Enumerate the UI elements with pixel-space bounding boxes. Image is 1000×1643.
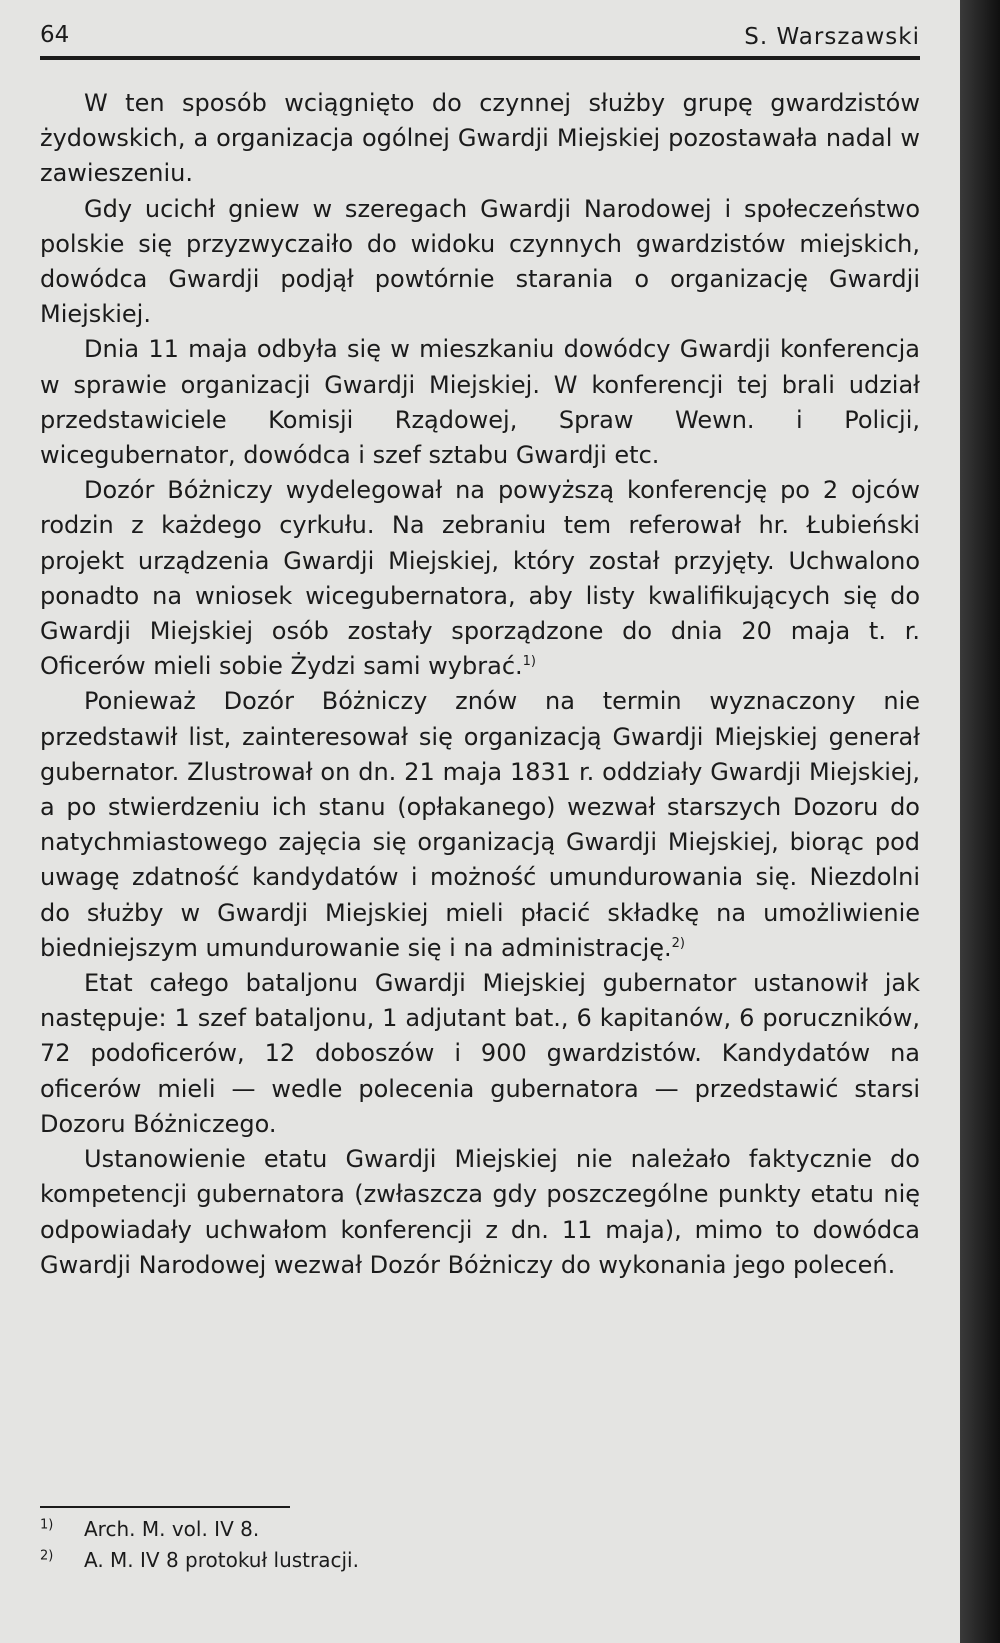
- paragraph-text: Gdy ucichł gniew w szeregach Gwardji Narodowej i społeczeństwo polskie się przyzwyczaiło do widoku czynnych gwardzistów miejskich, dowódca Gwardji podjął powtórnie starania o organizację Gwardji Miejskiej.: [40, 194, 920, 329]
- paragraph-text: Dozór Bóżniczy wydelegował na powyższą konferencję po 2 ojców rodzin z każdego cyrkułu. Na zebraniu tem referował hr. Łubieński projekt urządzenia Gwardji Miejskiej, który został przyjęty. Uchwalono ponadto na wniosek wicegubernatora, aby listy kwalifikujących się do Gwardji Miejskiej osób zostały sporządzone do dnia 20 maja t. r. Oficerów mieli sobie Żydzi sami wybrać.: [40, 476, 920, 681]
- footnote-text: A. M. IV 8 protokuł lustracji.: [84, 1548, 359, 1572]
- paragraph-text: Dnia 11 maja odbyła się w mieszkaniu dowódcy Gwardji konferencja w sprawie organizacji Gwardji Miejskiej. W konferencji tej brali udział przedstawiciele Komisji Rządowej, Spraw Wewn. i Policji, wicegubernator, dowódca i szef sztabu Gwardji etc.: [40, 335, 920, 470]
- paragraph: [40, 473, 920, 684]
- paragraph-text: W ten sposób wciągnięto do czynnej służby grupę gwardzistów żydowskich, a organizacja ogólnej Gwardji Miejskiej pozostawała nadal w zawieszeniu.: [40, 89, 920, 188]
- paragraph-text: Etat całego bataljonu Gwardji Miejskiej gubernator ustanowił jak następuje: 1 szef bataljonu, 1 adjutant bat., 6 kapitanów, 6 poruczników, 72 podoficerów, 12 doboszów i 900 gwardzistów. Kandydatów na oficerów mieli — wedle polecenia gubernatora — przedstawić starsi Dozoru Bóżniczego.: [40, 969, 920, 1138]
- footnote-rule: [40, 1506, 290, 1508]
- paragraph: [40, 684, 920, 966]
- paragraph: [40, 332, 920, 473]
- footnote-reference[interactable]: 1): [522, 654, 536, 670]
- footnote-reference[interactable]: 2): [671, 935, 685, 951]
- paragraph-text: Ponieważ Dozór Bóżniczy znów na termin wyznaczony nie przedstawił list, zainteresował się organizacją Gwardji Miejskiej generał gubernator. Zlustrował on dn. 21 maja 1831 r. oddziały Gwardji Miejskiej, a po stwierdzeniu ich stanu (opłakanego) wezwał starszych Dozoru do natychmiastowego zajęcia się organizacją Gwardji Miejskiej, biorąc pod uwagę zdatność kandydatów i możność umundurowania się. Niezdolni do służby w Gwardji Miejskiej mieli płacić składkę na umożliwienie biedniejszym umundurowanie się i na administrację.: [40, 687, 920, 962]
- footnote-mark: [40, 1514, 84, 1545]
- body-text: [40, 86, 920, 1283]
- header-rule: [40, 56, 920, 60]
- paragraph: [40, 192, 920, 333]
- footnote-mark-text: 1): [40, 1517, 54, 1533]
- paragraph: [40, 1142, 920, 1283]
- scan-edge: [960, 0, 1000, 1643]
- paragraph: [40, 966, 920, 1142]
- footnote-text: Arch. M. vol. IV 8.: [84, 1517, 260, 1541]
- page-header: [40, 22, 920, 54]
- footnote: [40, 1545, 640, 1576]
- paragraph-text: Ustanowienie etatu Gwardji Miejskiej nie należało faktycznie do kompetencji gubernatora (zwłaszcza gdy poszczególne punkty etatu nię odpowiadały uchwałom konferencji z dn. 11 maja), mimo to dowódca Gwardji Narodowej wezwał Dozór Bóżniczy do wykonania jego poleceń.: [40, 1145, 920, 1279]
- footnotes: [40, 1514, 640, 1576]
- footnote: [40, 1514, 640, 1545]
- footnote-mark-text: 2): [40, 1548, 54, 1564]
- page-number: 64: [40, 22, 70, 48]
- running-head: S. Warszawski: [744, 24, 920, 50]
- footnote-mark: [40, 1545, 84, 1576]
- paragraph: [40, 86, 920, 192]
